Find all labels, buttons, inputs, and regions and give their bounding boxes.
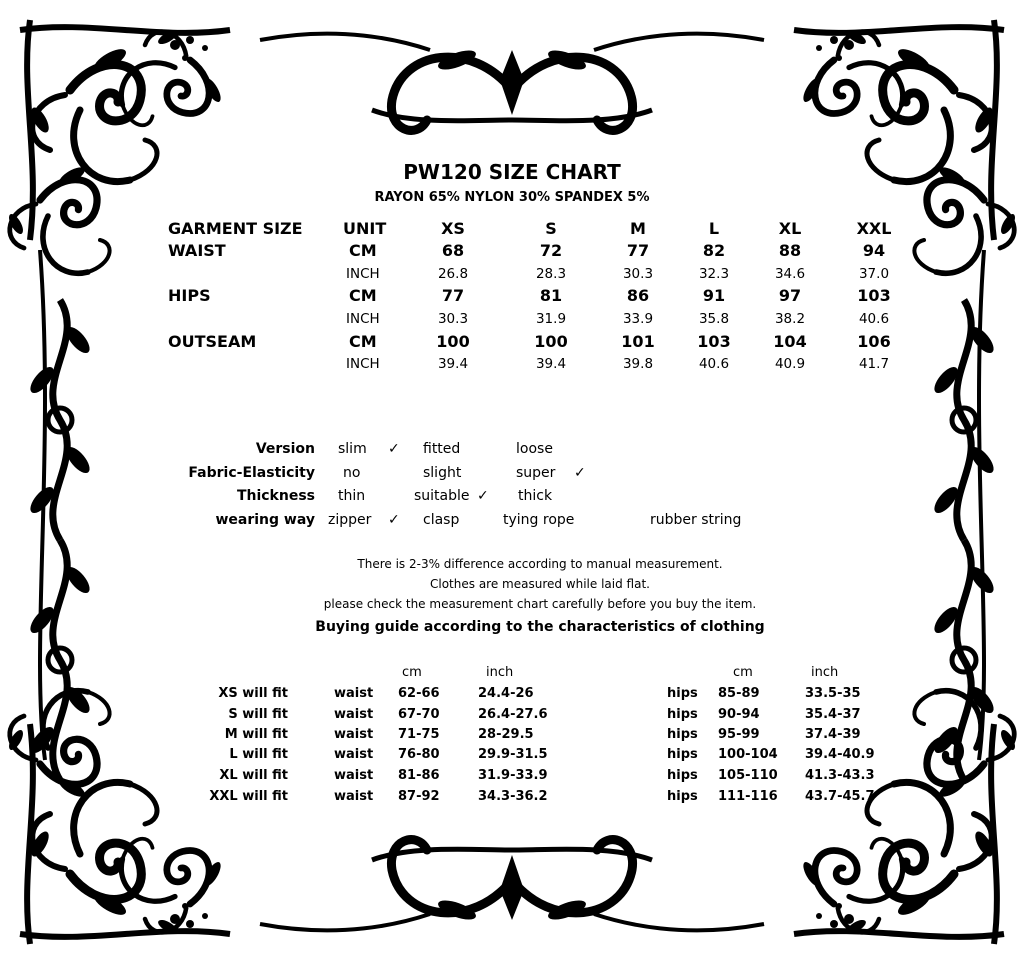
note-1: There is 2-3% difference according to manual measurement. bbox=[357, 557, 723, 571]
attribute-option: tying rope bbox=[503, 512, 575, 528]
table-header-size: M bbox=[630, 219, 646, 238]
table-cell: 40.6 bbox=[698, 356, 730, 372]
guide-waist-inch: 34.3-36.2 bbox=[478, 789, 548, 804]
attribute-option: fitted bbox=[423, 441, 461, 457]
guide-hips-inch: 33.5-35 bbox=[805, 686, 861, 701]
table-cell: 28.3 bbox=[535, 266, 567, 282]
guide-waist-cm: 87-92 bbox=[398, 789, 440, 804]
table-cell: 38.2 bbox=[774, 311, 806, 327]
table-cell: 39.4 bbox=[535, 356, 567, 372]
guide-hips-label: hips bbox=[667, 707, 698, 722]
guide-hips-label: hips bbox=[667, 768, 698, 783]
table-cell: 97 bbox=[778, 286, 802, 305]
attribute-option: thick bbox=[518, 488, 553, 504]
guide-waist-label: waist bbox=[334, 768, 374, 783]
table-row-label: OUTSEAM bbox=[168, 332, 257, 351]
note-2: Clothes are measured while laid flat. bbox=[430, 577, 650, 591]
attribute-label: wearing way bbox=[215, 512, 315, 528]
table-cell: 77 bbox=[441, 286, 465, 305]
guide-hips-cm: 95-99 bbox=[718, 727, 760, 742]
guide-hips-inch: 39.4-40.9 bbox=[805, 747, 875, 762]
table-cell: 91 bbox=[702, 286, 726, 305]
fabric-composition: RAYON 65% NYLON 30% SPANDEX 5% bbox=[374, 190, 650, 205]
table-cell: 81 bbox=[539, 286, 563, 305]
table-row-unit: CM bbox=[349, 286, 377, 305]
table-cell: 82 bbox=[702, 241, 726, 260]
guide-hips-inch: 41.3-43.3 bbox=[805, 768, 875, 783]
checkmark-icon: ✓ bbox=[388, 512, 400, 528]
table-cell: 100 bbox=[436, 332, 470, 351]
table-cell: 68 bbox=[441, 241, 465, 260]
table-cell: 77 bbox=[626, 241, 650, 260]
table-cell: 103 bbox=[857, 286, 891, 305]
table-cell: 104 bbox=[773, 332, 807, 351]
guide-hips-inch: 35.4-37 bbox=[805, 707, 861, 722]
table-row-label: WAIST bbox=[168, 241, 226, 260]
table-cell: 94 bbox=[862, 241, 886, 260]
table-header-size: L bbox=[708, 219, 720, 238]
guide-waist-inch: 26.4-27.6 bbox=[478, 707, 548, 722]
table-row-unit: CM bbox=[349, 241, 377, 260]
table-row-unit: INCH bbox=[346, 356, 380, 372]
table-cell: 32.3 bbox=[698, 266, 730, 282]
table-cell: 41.7 bbox=[858, 356, 890, 372]
guide-hips-label: hips bbox=[667, 747, 698, 762]
guide-waist-cm: 71-75 bbox=[398, 727, 440, 742]
attribute-option: slim bbox=[338, 441, 367, 457]
attribute-option: no bbox=[343, 465, 361, 481]
table-header-size: XL bbox=[778, 219, 802, 238]
table-row-label: HIPS bbox=[168, 286, 211, 305]
guide-waist-cm-header: cm bbox=[402, 665, 422, 680]
attribute-option: clasp bbox=[423, 512, 460, 528]
attribute-option: thin bbox=[338, 488, 366, 504]
guide-waist-cm: 81-86 bbox=[398, 768, 440, 783]
table-cell: 35.8 bbox=[698, 311, 730, 327]
guide-size-label: XS will fit bbox=[218, 686, 288, 701]
guide-hips-inch: 37.4-39 bbox=[805, 727, 861, 742]
table-cell: 106 bbox=[857, 332, 891, 351]
guide-waist-label: waist bbox=[334, 707, 374, 722]
table-cell: 100 bbox=[534, 332, 568, 351]
table-header-unit: UNIT bbox=[343, 219, 387, 238]
table-row-unit: INCH bbox=[346, 311, 380, 327]
table-cell: 40.6 bbox=[858, 311, 890, 327]
table-cell: 101 bbox=[621, 332, 655, 351]
table-cell: 88 bbox=[778, 241, 802, 260]
guide-hips-inch: 43.7-45.7 bbox=[805, 789, 875, 804]
attribute-option: slight bbox=[423, 465, 462, 481]
guide-waist-cm: 62-66 bbox=[398, 686, 440, 701]
table-header-size: XS bbox=[441, 219, 465, 238]
guide-waist-cm: 67-70 bbox=[398, 707, 440, 722]
checkmark-icon: ✓ bbox=[477, 488, 489, 504]
guide-waist-label: waist bbox=[334, 789, 374, 804]
guide-waist-label: waist bbox=[334, 747, 374, 762]
guide-waist-inch: 28-29.5 bbox=[478, 727, 534, 742]
guide-hips-cm: 85-89 bbox=[718, 686, 760, 701]
attribute-option: zipper bbox=[328, 512, 372, 528]
attribute-option: super bbox=[516, 465, 556, 481]
table-cell: 33.9 bbox=[622, 311, 654, 327]
attribute-option: rubber string bbox=[650, 512, 742, 528]
table-header-garment-size: GARMENT SIZE bbox=[168, 219, 303, 238]
guide-size-label: XL will fit bbox=[219, 768, 288, 783]
table-header-size: S bbox=[545, 219, 557, 238]
table-row-unit: CM bbox=[349, 332, 377, 351]
checkmark-icon: ✓ bbox=[574, 465, 586, 481]
table-cell: 30.3 bbox=[437, 311, 469, 327]
guide-size-label: S will fit bbox=[228, 707, 288, 722]
checkmark-icon: ✓ bbox=[388, 441, 400, 457]
guide-waist-inch-header: inch bbox=[486, 665, 514, 680]
attribute-label: Thickness bbox=[236, 488, 315, 504]
guide-hips-cm-header: cm bbox=[733, 665, 753, 680]
table-header-size: XXL bbox=[856, 219, 892, 238]
table-cell: 26.8 bbox=[437, 266, 469, 282]
table-cell: 37.0 bbox=[858, 266, 890, 282]
attribute-label: Fabric-Elasticity bbox=[188, 465, 315, 481]
note-3: please check the measurement chart carefully before you buy the item. bbox=[323, 597, 757, 611]
table-cell: 72 bbox=[539, 241, 563, 260]
guide-waist-label: waist bbox=[334, 727, 374, 742]
guide-hips-inch-header: inch bbox=[811, 665, 839, 680]
guide-size-label: L will fit bbox=[229, 747, 288, 762]
page-title: PW120 SIZE CHART bbox=[403, 160, 621, 184]
buying-guide-title: Buying guide according to the characteristics of clothing bbox=[315, 619, 765, 635]
table-cell: 103 bbox=[697, 332, 731, 351]
guide-size-label: M will fit bbox=[224, 727, 288, 742]
guide-waist-inch: 24.4-26 bbox=[478, 686, 534, 701]
table-cell: 34.6 bbox=[774, 266, 806, 282]
attribute-label: Version bbox=[255, 441, 315, 457]
guide-hips-cm: 105-110 bbox=[718, 768, 778, 783]
guide-waist-cm: 76-80 bbox=[398, 747, 440, 762]
guide-hips-label: hips bbox=[667, 727, 698, 742]
table-cell: 39.8 bbox=[622, 356, 654, 372]
guide-hips-cm: 90-94 bbox=[718, 707, 760, 722]
table-cell: 40.9 bbox=[774, 356, 806, 372]
guide-hips-label: hips bbox=[667, 789, 698, 804]
attribute-option: loose bbox=[516, 441, 553, 457]
guide-hips-cm: 111-116 bbox=[718, 789, 778, 804]
table-row-unit: INCH bbox=[346, 266, 380, 282]
guide-waist-inch: 31.9-33.9 bbox=[478, 768, 548, 783]
guide-hips-cm: 100-104 bbox=[718, 747, 778, 762]
guide-waist-inch: 29.9-31.5 bbox=[478, 747, 548, 762]
guide-size-label: XXL will fit bbox=[209, 789, 288, 804]
attribute-option: suitable bbox=[414, 488, 470, 504]
table-cell: 39.4 bbox=[437, 356, 469, 372]
table-cell: 86 bbox=[626, 286, 650, 305]
table-cell: 31.9 bbox=[535, 311, 567, 327]
table-cell: 30.3 bbox=[622, 266, 654, 282]
guide-waist-label: waist bbox=[334, 686, 374, 701]
guide-hips-label: hips bbox=[667, 686, 698, 701]
